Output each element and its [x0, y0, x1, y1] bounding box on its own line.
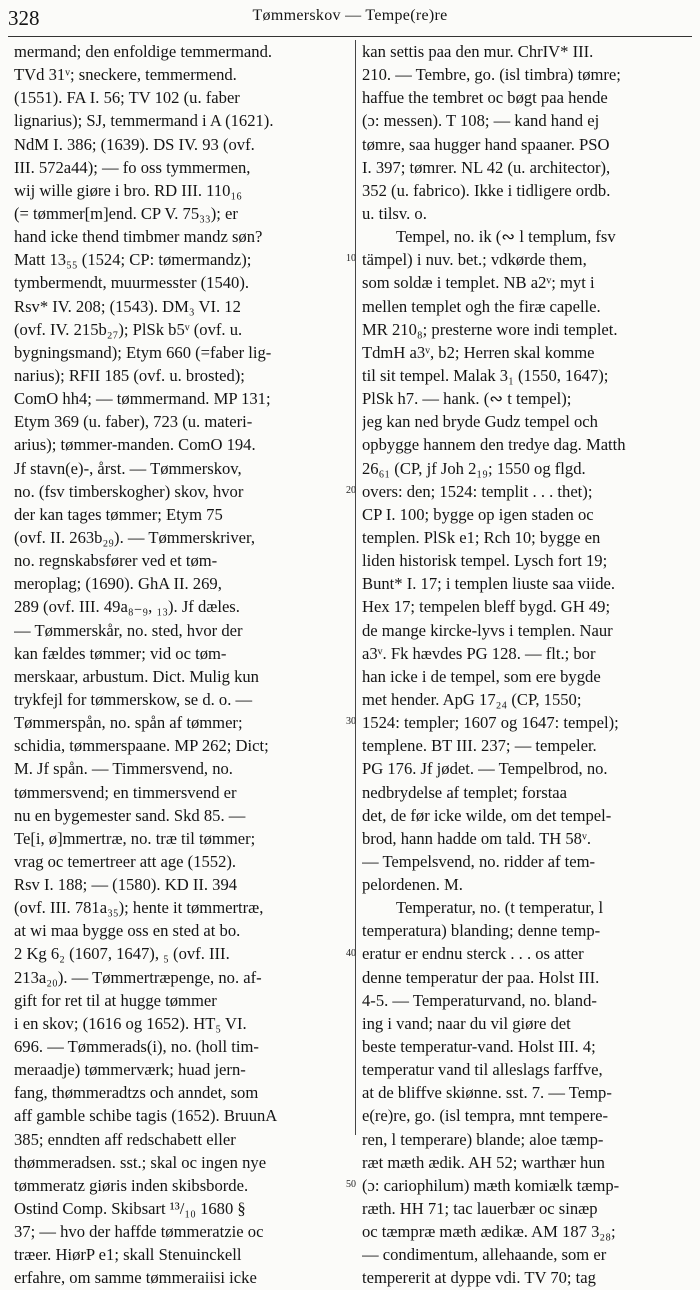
right-column-line: a3ᵛ. Fk hævdes PG 128. — flt.; bor	[362, 643, 596, 663]
right-column-line: CP I. 100; bygge op igen staden oc	[362, 504, 594, 524]
left-column-line: tymbermendt, muurmesster (1540).	[14, 273, 250, 293]
left-column-line: Te[i, ø]mmertræ, no. træ til tømmer;	[14, 828, 256, 848]
left-column-line: gift for ret til at hugge tømmer	[14, 990, 217, 1010]
right-column-line: templene. BT III. 237; — tempeler.	[362, 736, 597, 756]
left-column-line: thømmeradsen. sst.; skal oc ingen nye	[14, 1152, 267, 1172]
left-column-line: (ovf. III. 781a₃₅); hente it tømmertræ,	[14, 898, 264, 918]
column-divider	[355, 40, 356, 1135]
right-column-line: 210. — Tembre, go. (isl timbra) tømre;	[362, 65, 621, 85]
header-rule	[8, 36, 692, 37]
right-column-line: tempererit at dyppe vdi. TV 70; tag	[362, 1268, 596, 1288]
right-column-line: — Tempelsvend, no. ridder af tem-	[362, 851, 596, 871]
right-column-line: Tempel, no. ik (∾ l templum, fsv	[396, 227, 616, 247]
right-column-line: (ɔ: messen). T 108; — kand hand ej	[362, 111, 600, 131]
right-column-line: pelordenen. M.	[362, 875, 463, 895]
right-column-line: oc tæmpræ mæth ædikæ. AM 187 3₂₈;	[362, 1222, 616, 1242]
left-column-line: Jf stavn(e)-, årst. — Tømmerskov,	[14, 458, 242, 478]
right-column-line: mellen templet ogh the firæ capelle.	[362, 296, 601, 316]
right-column-line: jeg kan ned bryde Gudz tempel och	[362, 412, 598, 432]
right-column-line: denne temperatur der paa. Holst III.	[362, 967, 600, 987]
left-column-line: aff gamble schibe tagis (1652). BruunA	[14, 1106, 278, 1126]
right-column-line: brod, hann hadde om tald. TH 58ᵛ.	[362, 828, 592, 848]
right-column-line: temperatura) blanding; denne temp-	[362, 921, 601, 941]
left-column-line: kan fældes tømmer; vid oc tøm-	[14, 643, 227, 663]
left-column-line: bygningsmand); Etym 660 (=faber lig-	[14, 342, 272, 362]
right-column-line: nedbrydelse af templet; forstaa	[362, 782, 568, 802]
right-column-line: ing i vand; naar du vil giøre det	[362, 1013, 571, 1033]
right-column-line: de mange kircke-lyvs i templen. Naur	[362, 620, 613, 640]
left-column-line: — Tømmerskår, no. sted, hvor der	[14, 620, 243, 640]
line-number: 30	[346, 716, 356, 728]
right-column-line: kan settis paa den mur. ChrIV* III.	[362, 42, 594, 61]
right-column-line: (ɔ: cariophilum) mæth komiælk tæmp-	[362, 1175, 620, 1195]
right-column-line: ren, l temperare) blande; aloe tæmp-	[362, 1129, 604, 1149]
line-number: 50	[346, 1179, 356, 1191]
left-column-line: vrag oc temertreer att age (1552).	[14, 851, 237, 871]
right-column-line: liden historisk tempel. Lysch fort 19;	[362, 551, 608, 571]
right-column-line: han icke i de tempel, som ere bygde	[362, 666, 601, 686]
left-column-line: no. (fsv timberskogher) skov, hvor	[14, 481, 244, 501]
right-column-line: eratur er endnu sterck . . . os atter	[362, 944, 584, 964]
right-column-line: 4-5. — Temperaturvand, no. bland-	[362, 990, 597, 1010]
left-column-line: Etym 369 (u. faber), 723 (u. materi-	[14, 412, 253, 432]
right-column-line: det, de før icke wilde, om det tempel-	[362, 805, 612, 825]
right-column-line: tämpel) i nuv. bet.; vdkørde them,	[362, 250, 587, 270]
right-column-line: opbygge hannem den tredye dag. Matth	[362, 435, 626, 455]
right-column-line: haffue the tembret oc bøgt paa hende	[362, 88, 608, 108]
left-column-line: 289 (ovf. III. 49a₈₋₉, ₁₃). Jf dæles.	[14, 597, 240, 617]
right-column-line: som soldæ i templet. NB a2ᵛ; myt i	[362, 273, 595, 293]
left-column-line: 2 Kg 6₂ (1607, 1647), ₅ (ovf. III.	[14, 944, 230, 964]
left-column-line: (ovf. II. 263b₂₉). — Tømmerskriver,	[14, 527, 256, 547]
left-column-line: meraadje) tømmerværk; huad jern-	[14, 1060, 246, 1080]
right-column-line: overs: den; 1524: templit . . . thet);	[362, 481, 593, 501]
left-column-line: merskaar, arbustum. Dict. Mulig kun	[14, 666, 259, 686]
left-column-line: tømmeratz giøris inden skibsborde.	[14, 1175, 249, 1195]
left-column-line: erfahre, om samme tømmeraiisi icke	[14, 1268, 257, 1288]
left-column-line: M. Jf spån. — Timmersvend, no.	[14, 759, 233, 779]
right-column	[362, 40, 698, 1290]
left-column	[14, 40, 344, 1290]
left-column-line: ComO hh4; — tømmermand. MP 131;	[14, 389, 271, 409]
right-column-line: beste temperatur-vand. Holst III. 4;	[362, 1037, 596, 1057]
left-column-line: arius); tømmer-manden. ComO 194.	[14, 435, 256, 455]
right-column-line: MR 210₈; presterne wore indi templet.	[362, 319, 618, 339]
left-column-line: meroplag; (1690). GhA II. 269,	[14, 574, 222, 594]
left-column-line: wij wille giøre i bro. RD III. 110₁₆	[14, 180, 243, 200]
left-column-line: (ovf. IV. 215b₂₇); PlSk b5ᵛ (ovf. u.	[14, 319, 243, 339]
right-column-line: 352 (u. fabrico). Ikke i tidligere ordb.	[362, 180, 611, 200]
left-column-line: (1551). FA I. 56; TV 102 (u. faber	[14, 88, 240, 108]
left-column-line: TVd 31ᵛ; sneckere, temmermend.	[14, 65, 237, 85]
left-column-line: no. regnskabsfører ved et tøm-	[14, 551, 218, 571]
left-column-line: Rsv* IV. 208; (1543). DM₃ VI. 12	[14, 296, 241, 316]
right-column-line: Temperatur, no. (t temperatur, l	[396, 898, 604, 918]
right-column-line: ræt mæth ædik. AH 52; warthær hun	[362, 1152, 605, 1172]
right-column-line: e(re)re, go. (isl tempra, mnt tempere-	[362, 1106, 609, 1126]
left-column-line: narius); RFII 185 (ovf. u. brosted);	[14, 365, 245, 385]
right-column-line: PG 176. Jf jødet. — Tempelbrod, no.	[362, 759, 608, 779]
left-column-line: 213a₂₀). — Tømmertræpenge, no. af-	[14, 967, 262, 987]
left-column-line: NdM I. 386; (1639). DS IV. 93 (ovf.	[14, 134, 255, 154]
left-column-line: 385; enndten aff redschabett eller	[14, 1129, 236, 1149]
left-column-line: tømmersvend; en timmersvend er	[14, 782, 237, 802]
left-column-line: schidia, tømmerspaane. MP 262; Dict;	[14, 736, 269, 756]
right-column-line: u. tilsv. o.	[362, 203, 427, 223]
right-column-line: temperatur vand til alleslags farffve,	[362, 1060, 603, 1080]
left-column-line: Ostind Comp. Skibsart ¹³/₁₀ 1680 §	[14, 1199, 246, 1219]
left-column-line: at wi maa bygge oss en sted at bo.	[14, 921, 241, 941]
right-column-line: tømre, saa hugger hand spaaner. PSO	[362, 134, 610, 154]
left-column-line: fang, thømmeradtzs och anndet, som	[14, 1083, 259, 1103]
right-column-line: templen. PlSk e1; Rch 10; bygge en	[362, 527, 601, 547]
left-column-line: der kan tages tømmer; Etym 75	[14, 504, 223, 524]
left-column-line: Tømmerspån, no. spån af tømmer;	[14, 713, 243, 733]
right-column-line: met hender. ApG 17₂₄ (CP, 1550;	[362, 689, 582, 709]
left-column-line: 696. — Tømmerads(i), no. (holl tim-	[14, 1037, 259, 1057]
left-column-line: hand icke thend timbmer mandz søn?	[14, 227, 263, 247]
left-column-line: 37; — hvo der haffde tømmeratzie oc	[14, 1222, 264, 1242]
left-column-line: lignarius); SJ, temmermand i A (1621).	[14, 111, 274, 131]
left-column-line: i en skov; (1616 og 1652). HT₅ VI.	[14, 1013, 247, 1033]
left-column-line: III. 572a44); — fo oss tymmermen,	[14, 157, 251, 177]
left-column-line: trykfejl for tømmerskow, se d. o. —	[14, 689, 253, 709]
line-number: 40	[346, 947, 356, 959]
line-number: 20	[346, 484, 356, 496]
right-column-line: at de bliffve skiønne. sst. 7. — Temp-	[362, 1083, 612, 1103]
line-number: 10	[346, 253, 356, 265]
left-column-line: mermand; den enfoldige temmermand.	[14, 42, 273, 61]
left-column-line: (= tømmer[m]end. CP V. 75₃₃); er	[14, 203, 238, 223]
right-column-line: 1524: templer; 1607 og 1647: tempel);	[362, 713, 619, 733]
left-column-line: Matt 13₅₅ (1524; CP: tømermandz);	[14, 250, 252, 270]
right-column-line: 26₆₁ (CP, jf Joh 2₁₉; 1550 og flgd.	[362, 458, 586, 478]
right-column-line: — condimentum, allehaande, som er	[362, 1245, 607, 1265]
right-column-line: Hex 17; tempelen bleff bygd. GH 49;	[362, 597, 611, 617]
right-column-line: ræth. HH 71; tac lauerbær oc sinæp	[362, 1199, 598, 1219]
running-head: Tømmerskov — Tempe(re)re	[252, 7, 448, 24]
right-column-line: I. 397; tømrer. NL 42 (u. architector),	[362, 157, 611, 177]
left-column-line: træer. HiørP e1; skall Stenuinckell	[14, 1245, 242, 1265]
right-column-line: PlSk h7. — hank. (∾ t tempel);	[362, 389, 572, 409]
page-number: 328	[8, 6, 40, 30]
right-column-line: TdmH a3ᵛ, b2; Herren skal komme	[362, 342, 595, 362]
left-column-line: nu en bygemester sand. Skd 85. —	[14, 805, 246, 825]
right-column-line: til sit tempel. Malak 3₁ (1550, 1647);	[362, 365, 609, 385]
left-column-line: Rsv I. 188; — (1580). KD II. 394	[14, 875, 238, 895]
right-column-line: Bunt* I. 17; i templen liuste saa viide.	[362, 574, 616, 594]
